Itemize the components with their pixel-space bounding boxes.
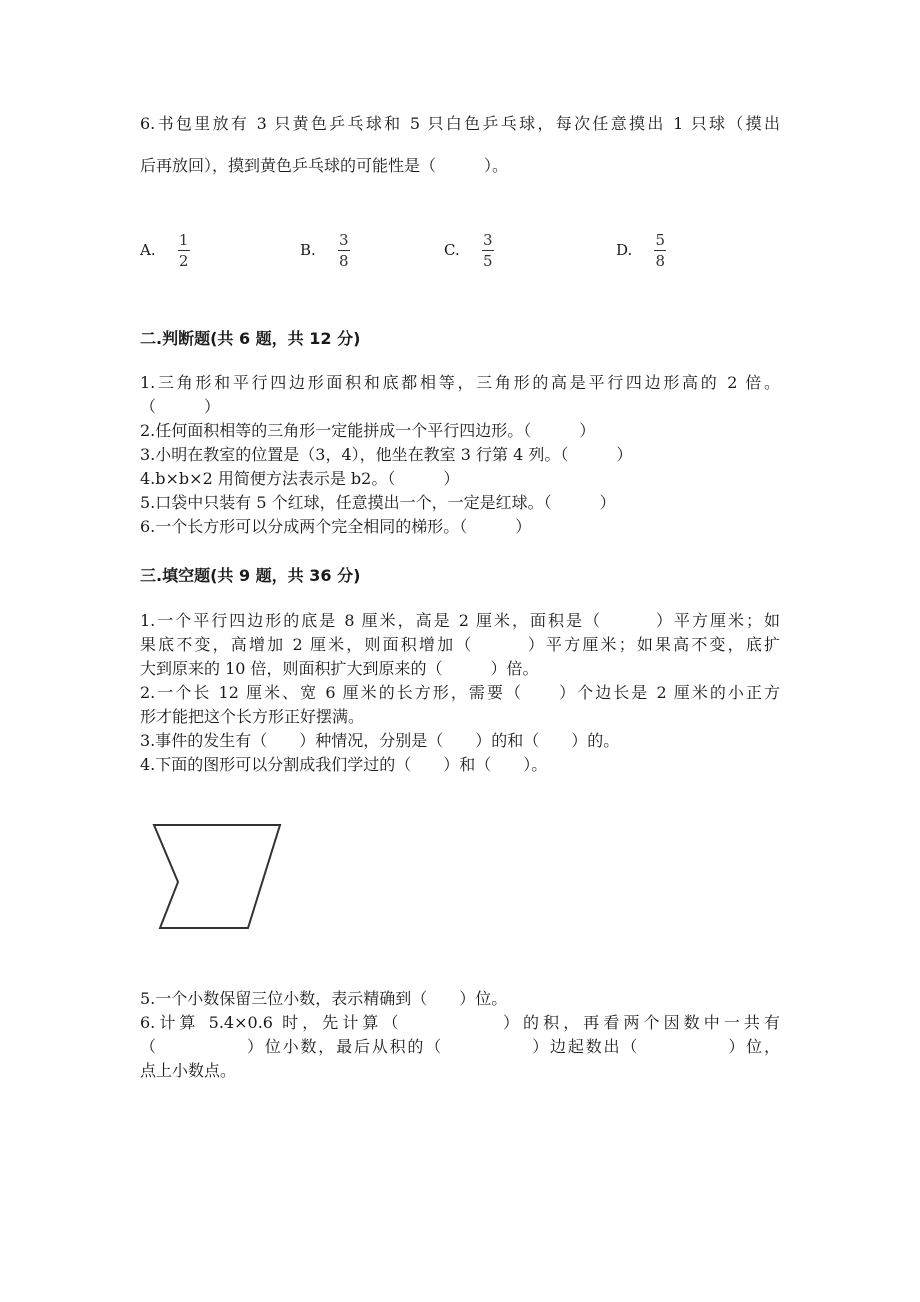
fraction-bar bbox=[482, 250, 494, 251]
option-c-fraction bbox=[482, 231, 494, 270]
fill-blank-line: 1.一个平行四边形的底是 8 厘米，高是 2 厘米，面积是（ ）平方厘米；如 bbox=[140, 611, 780, 630]
fraction-bar bbox=[178, 250, 190, 251]
composite-shape-figure bbox=[150, 820, 290, 935]
option-a[interactable] bbox=[140, 228, 190, 272]
fraction-bar bbox=[338, 250, 350, 251]
judgement-line: 5.口袋中只装有 5 个红球，任意摸出一个，一定是红球。（ ） bbox=[140, 493, 616, 512]
option-c[interactable] bbox=[444, 228, 494, 272]
fraction-bar bbox=[654, 250, 666, 251]
judgement-line: 6.一个长方形可以分成两个完全相同的梯形。（ ） bbox=[140, 517, 532, 536]
judgement-line: 2.任何面积相等的三角形一定能拼成一个平行四边形。（ ） bbox=[140, 421, 596, 440]
option-c-letter: C. bbox=[444, 241, 460, 259]
fill-blank-line: 果底不变，高增加 2 厘米，则面积增加（ ）平方厘米；如果高不变，底扩 bbox=[140, 635, 780, 654]
answer-options bbox=[140, 228, 780, 272]
judgement-line: 4.b×b×2 用简便方法表示是 b2。（ ） bbox=[140, 469, 460, 488]
section-2-heading: 二.判断题(共 6 题，共 12 分) bbox=[140, 329, 361, 348]
option-a-numerator: 1 bbox=[178, 230, 189, 249]
judgement-line: （ ） bbox=[140, 397, 221, 416]
fill-blank-line: 5.一个小数保留三位小数，表示精确到（ ）位。 bbox=[140, 989, 508, 1008]
fill-blank-line: 2.一个长 12 厘米、宽 6 厘米的长方形，需要（ ）个边长是 2 厘米的小正方 bbox=[140, 683, 780, 702]
option-b-letter: B. bbox=[300, 241, 316, 259]
fill-blank-line: 3.事件的发生有（ ）种情况，分别是（ ）的和（ ）的。 bbox=[140, 731, 620, 750]
option-a-fraction bbox=[178, 231, 190, 270]
fill-blank-line: 4.下面的图形可以分割成我们学过的（ ）和（ ）。 bbox=[140, 755, 548, 774]
option-b-fraction bbox=[338, 231, 350, 270]
fill-blank-line: 形才能把这个长方形正好摆满。 bbox=[140, 707, 365, 726]
option-b[interactable] bbox=[300, 228, 350, 272]
option-d-letter: D. bbox=[616, 241, 633, 259]
option-c-denominator: 5 bbox=[482, 251, 493, 270]
option-b-numerator: 3 bbox=[339, 230, 349, 249]
option-a-letter: A. bbox=[140, 241, 156, 259]
option-a-denominator: 2 bbox=[178, 251, 189, 270]
trapezoid-parallelogram-outline bbox=[154, 825, 280, 928]
option-d[interactable] bbox=[616, 228, 666, 272]
question-6-line-2: 后再放回），摸到黄色乒乓球的可能性是（ ）。 bbox=[140, 156, 509, 175]
judgement-line: 1.三角形和平行四边形面积和底都相等，三角形的高是平行四边形高的 2 倍。 bbox=[140, 373, 780, 392]
fill-blank-line: 大到原来的 10 倍，则面积扩大到原来的（ ）倍。 bbox=[140, 659, 539, 678]
option-b-denominator: 8 bbox=[339, 251, 349, 270]
option-c-numerator: 3 bbox=[482, 230, 493, 249]
option-d-numerator: 5 bbox=[655, 230, 666, 249]
section-3-heading: 三.填空题(共 9 题，共 36 分) bbox=[140, 566, 361, 585]
option-d-denominator: 8 bbox=[655, 251, 666, 270]
question-6-line-1: 6.书包里放有 3 只黄色乒乓球和 5 只白色乒乓球，每次任意摸出 1 只球（摸出 bbox=[140, 114, 780, 133]
fill-blank-line: 6.计算 5.4×0.6 时，先计算（ ）的积，再看两个因数中一共有 bbox=[140, 1013, 780, 1032]
fill-blank-line: （ ）位小数，最后从积的（ ）边起数出（ ）位， bbox=[140, 1037, 780, 1056]
judgement-line: 3.小明在教室的位置是（3，4），他坐在教室 3 行第 4 列。（ ） bbox=[140, 445, 633, 464]
option-d-fraction bbox=[654, 231, 666, 270]
fill-blank-line: 点上小数点。 bbox=[140, 1061, 237, 1080]
